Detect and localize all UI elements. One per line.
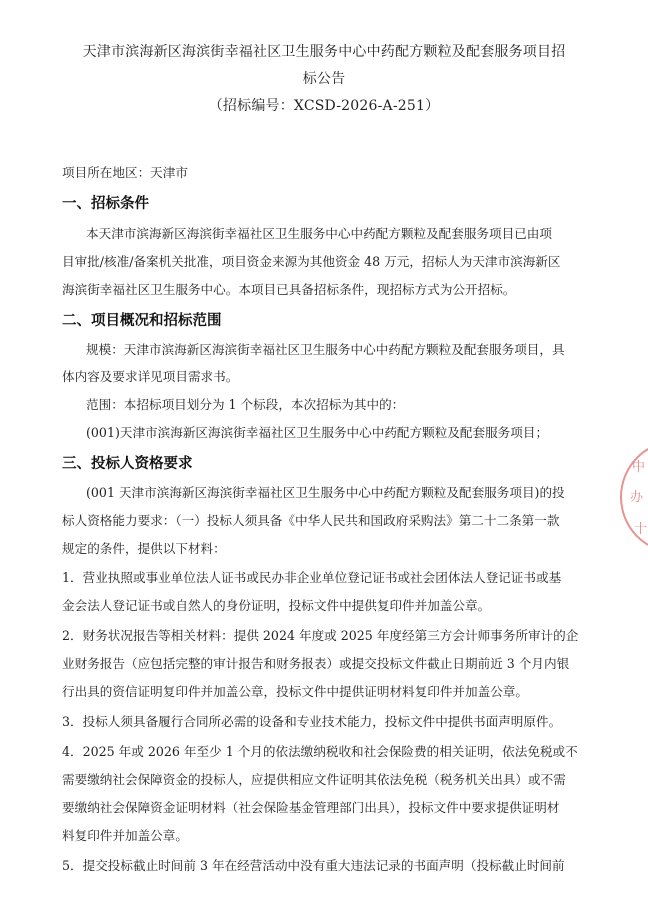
paragraph-line: 1．营业执照或事业单位法人证书或民办非企业单位登记证书或社会团体法人登记证书或基: [62, 570, 562, 585]
project-region: 项目所在地区：天津市: [62, 165, 188, 180]
paragraph-line: 4．2025 年或 2026 年至少 1 个月的依法缴纳税收和社会保险费的相关证明，依法免税或不: [62, 744, 578, 759]
paragraph-line: 本天津市滨海新区海滨街幸福社区卫生服务中心中药配方颗粒及配套服务项目已由项: [86, 226, 552, 241]
paragraph-line: 范围：本招标项目划分为 1 个标段，本次招标为其中的：: [86, 397, 405, 412]
paragraph-line: 要缴纳社会保障资金证明材料（社会保险基金管理部门出具），投标文件中要求提供证明材: [62, 800, 560, 815]
page-title-line-2: 标公告: [302, 71, 346, 87]
section-heading-qualification: 三、投标人资格要求: [62, 456, 193, 472]
tender-code: （招标编号：XCSD-2026-A-251）: [208, 98, 440, 114]
seal-char: 十: [634, 522, 648, 537]
paragraph-line: 料复印件并加盖公章。: [62, 828, 188, 843]
paragraph-line: 业财务报告（应包括完整的审计报告和财务报表）或提交投标文件截止日期前近 3 个月内银: [62, 656, 570, 671]
paragraph-line: 标人资格能力要求：（一）投标人须具备《中华人民共和国政府采购法》第二十二条第一款: [62, 513, 560, 528]
seal-char: 中: [632, 460, 646, 475]
section-heading-overview: 二、项目概况和招标范围: [62, 313, 222, 329]
paragraph-line: (001)天津市滨海新区海滨街幸福社区卫生服务中心中药配方颗粒及配套服务项目；: [86, 425, 549, 440]
paragraph-line: 海滨街幸福社区卫生服务中心。本项目已具备招标条件，现招标方式为公开招标。: [62, 282, 516, 297]
section-heading-conditions: 一、招标条件: [62, 196, 149, 212]
paragraph-line: 目审批/核准/备案机关批准，项目资金来源为其他资金 48 万元，招标人为天津市滨海新区: [62, 254, 561, 269]
paragraph-line: 金会法人登记证书或自然人的身份证明，投标文件中提供复印件并加盖公章。: [62, 598, 491, 613]
paragraph-line: 体内容及要求详见项目需求书。: [62, 369, 239, 384]
paragraph-line: 3．投标人须具备履行合同所必需的设备和专业技术能力，投标文件中提供书面声明原件。: [62, 714, 562, 729]
paragraph-line: 行出具的资信证明复印件并加盖公章，投标文件中提供证明材料复印件并加盖公章。: [62, 684, 528, 699]
paragraph-line: 2．财务状况报告等相关材料：提供 2024 年度或 2025 年度经第三方会计师事务所审计的企: [62, 628, 579, 643]
official-seal: [620, 440, 648, 554]
paragraph-line: 5．提交投标截止时间前 3 年在经营活动中没有重大违法记录的书面声明（投标截止时间前: [62, 858, 565, 873]
paragraph-line: (001 天津市滨海新区海滨街幸福社区卫生服务中心中药配方颗粒及配套服务项目)的投: [86, 485, 565, 500]
paragraph-line: 需要缴纳社会保障资金的投标人，应提供相应文件证明其依法免税（税务机关出具）或不需: [62, 772, 566, 787]
paragraph-line: 规模：天津市滨海新区海滨街幸福社区卫生服务中心中药配方颗粒及配套服务项目，具: [86, 342, 565, 357]
paragraph-line: 规定的条件，提供以下材料：: [62, 541, 226, 556]
page-title-line-1: 天津市滨海新区海滨街幸福社区卫生服务中心中药配方颗粒及配套服务项目招: [82, 44, 566, 60]
seal-char: 办: [630, 490, 644, 505]
